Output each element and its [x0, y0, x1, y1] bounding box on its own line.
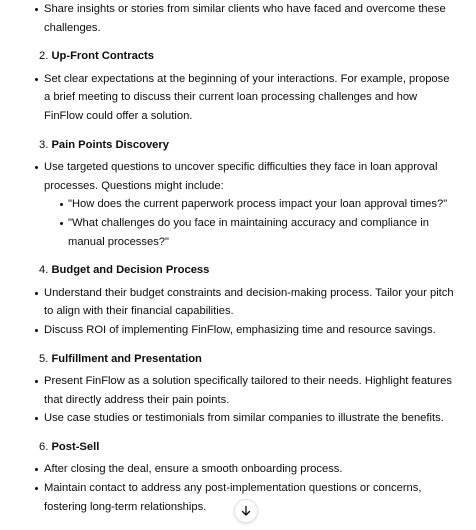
section-title: Post-Sell — [51, 440, 100, 453]
section-title: Budget and Decision Process — [51, 264, 210, 277]
list-item: Share insights or stories from similar clients who have faced and overcome these challenges. — [0, 0, 476, 37]
section-number: 4. — [39, 264, 49, 277]
list-item: After closing the deal, ensure a smooth onboarding process. — [0, 460, 476, 479]
section-list — [0, 70, 476, 126]
section-heading — [0, 136, 476, 155]
list-item: Maintain contact to address any post-implementation questions or concerns, fostering long-term relationships. — [0, 479, 476, 516]
section-title: Fulfillment and Presentation — [51, 352, 202, 365]
section-heading — [0, 261, 476, 280]
list-item: Set clear expectations at the beginning of your interactions. For example, propose a brief meeting to discuss their current loan processing challenges and how FinFlow could offer a solution. — [0, 70, 476, 126]
section-number: 2. — [39, 50, 49, 63]
section-list — [0, 284, 476, 340]
sub-list-item: "What challenges do you face in maintaining accuracy and compliance in manual processes?" — [0, 214, 476, 251]
list-item: Use case studies or testimonials from similar companies to illustrate the benefits. — [0, 409, 476, 428]
list-item: Discuss ROI of implementing FinFlow, emphasizing time and resource savings. — [0, 321, 476, 340]
section-list — [0, 372, 476, 428]
section-number: 5. — [39, 352, 49, 365]
sub-list-item: "How does the current paperwork process impact your loan approval times?" — [0, 195, 476, 214]
section-title: Up-Front Contracts — [51, 50, 154, 63]
list-item: Present FinFlow as a solution specifically tailored to their needs. Highlight features that directly address their pain points. — [0, 372, 476, 409]
section-list — [0, 0, 476, 37]
section-title: Pain Points Discovery — [51, 138, 169, 151]
section-number: 3. — [39, 138, 49, 151]
arrow-down-icon — [240, 505, 252, 517]
section-heading — [0, 438, 476, 457]
list-item: Understand their budget constraints and decision-making process. Tailor your pitch to align with their financial capabilities. — [0, 284, 476, 321]
list-item: Use targeted questions to uncover specific difficulties they face in loan approval processes. Questions might include: — [0, 158, 476, 195]
section-heading — [0, 47, 476, 66]
scroll-to-bottom-button[interactable] — [234, 499, 258, 523]
section-list — [0, 158, 476, 251]
section-heading — [0, 350, 476, 369]
section-number: 6. — [39, 440, 49, 453]
